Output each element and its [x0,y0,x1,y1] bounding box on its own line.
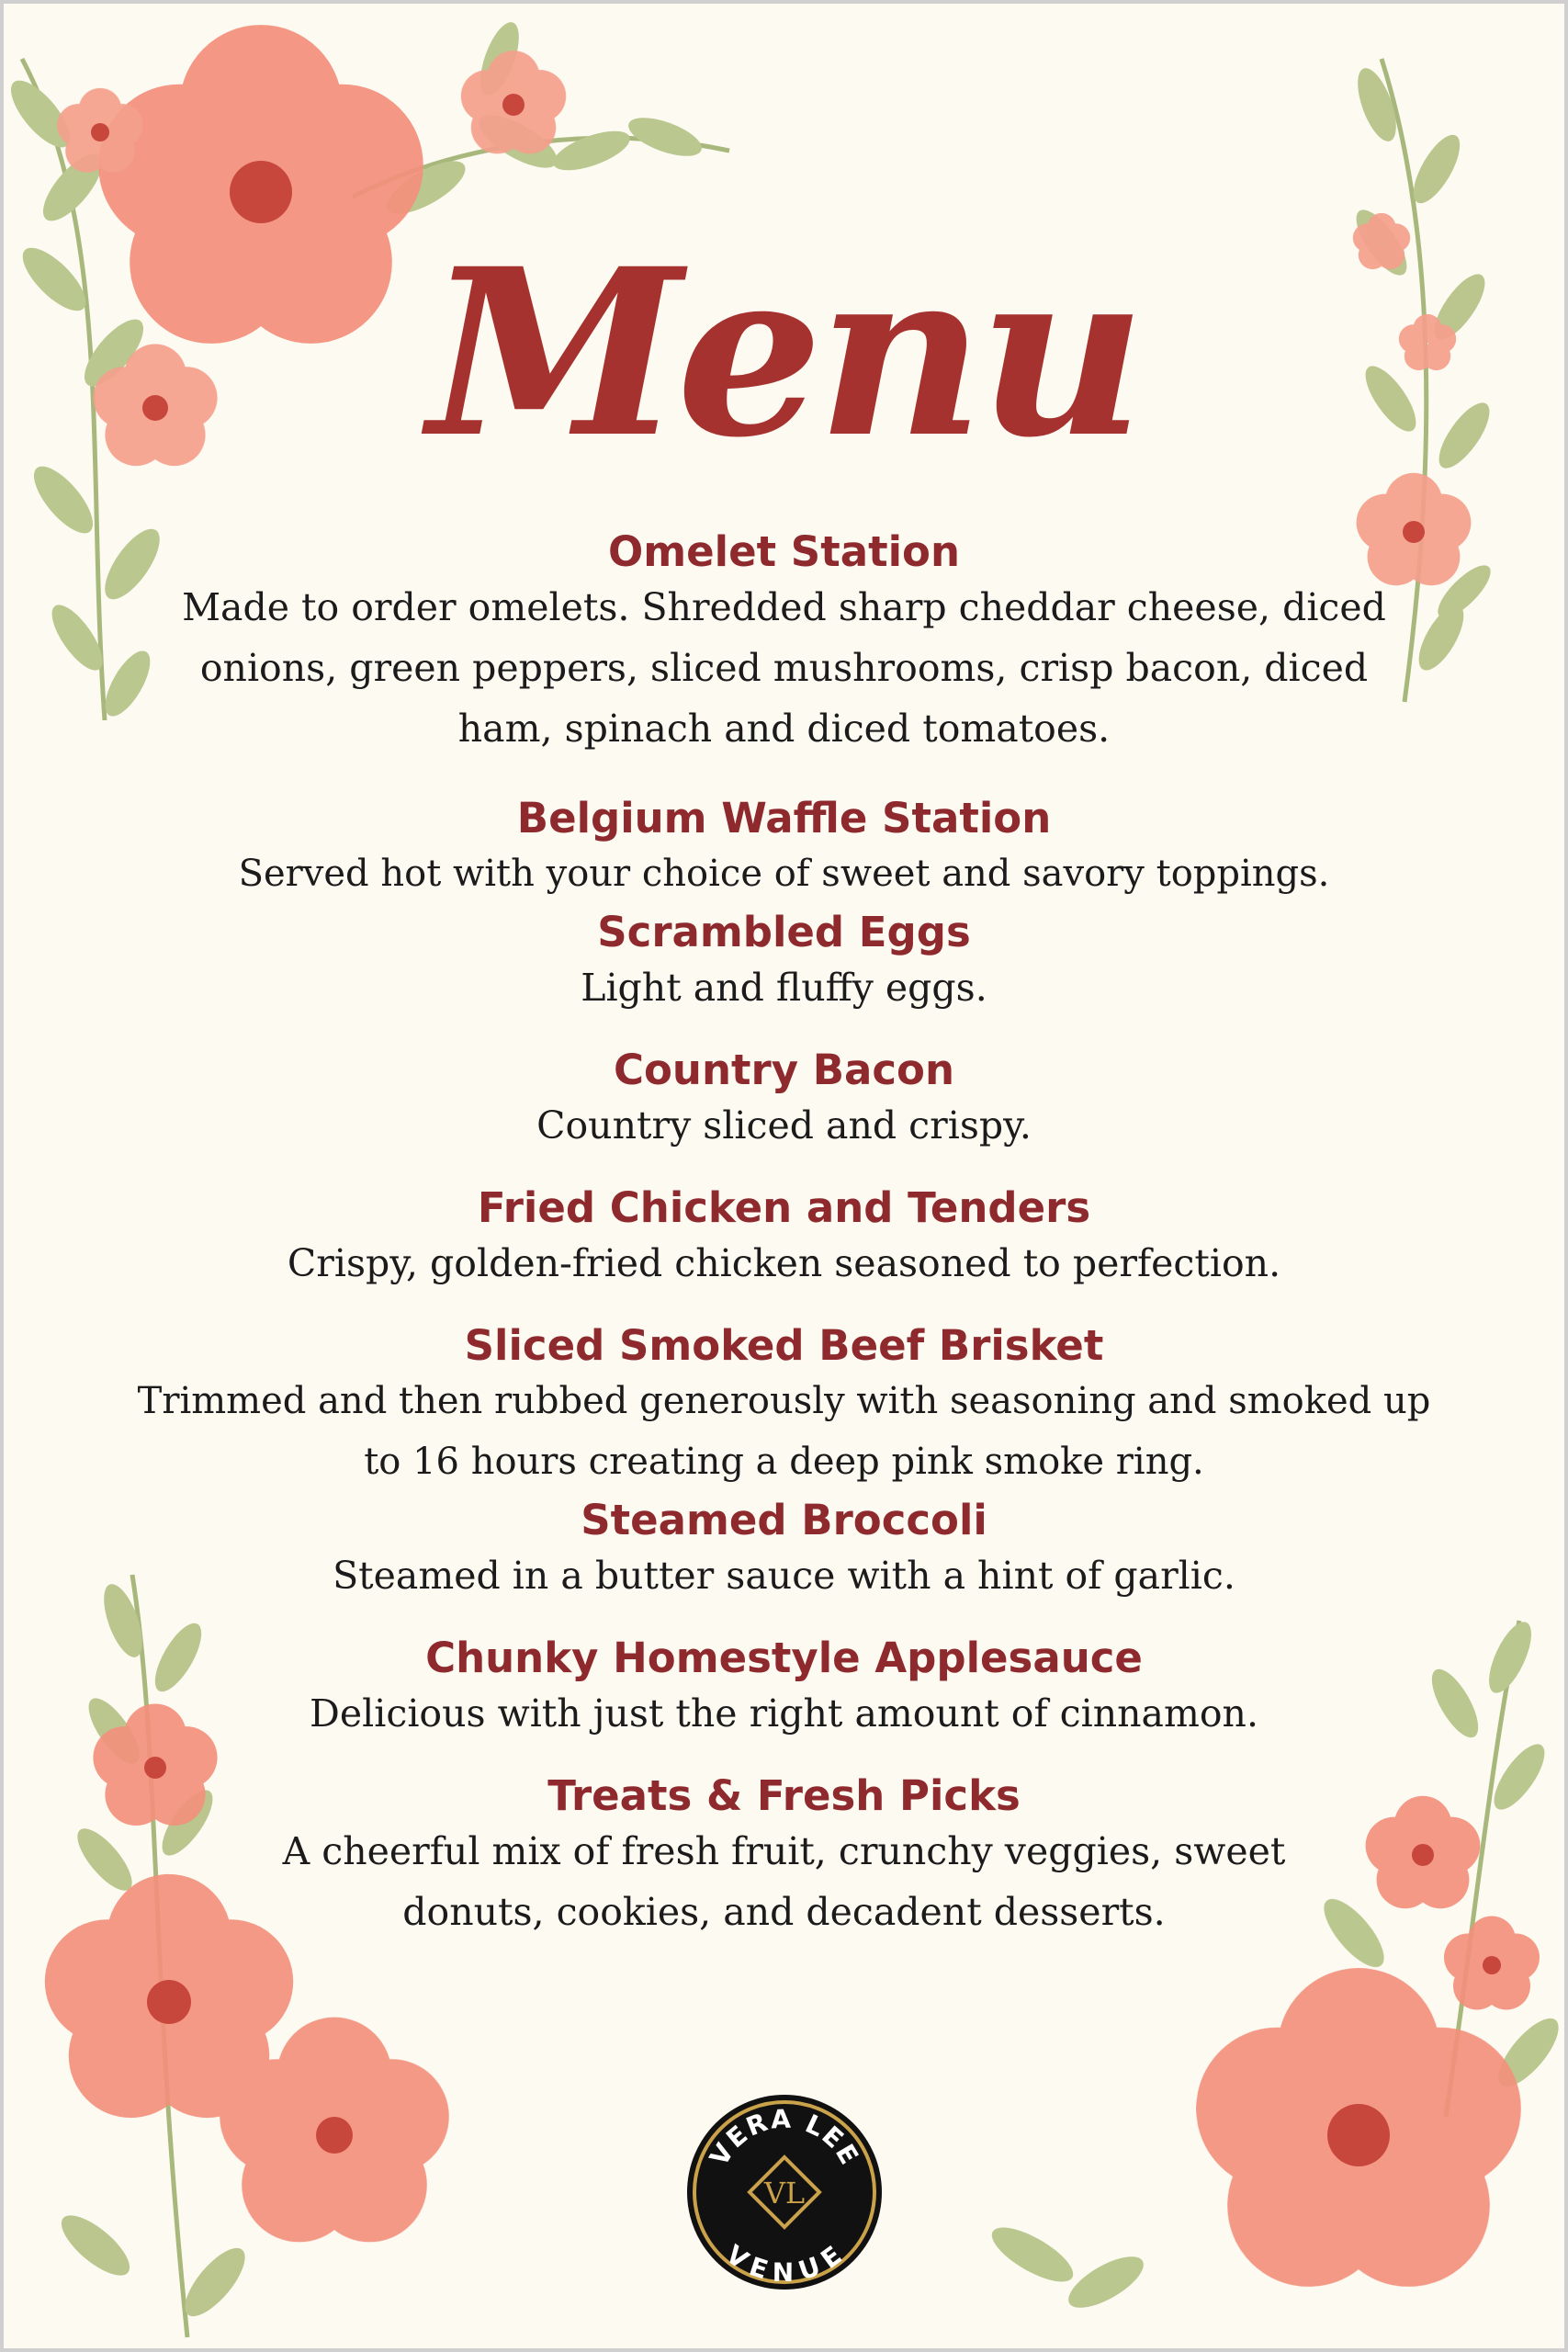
menu-item-description: A cheerful mix of fresh fruit, crunchy veggies, sweet donuts, cookies, and decadent desserts. [282,1829,1286,1934]
menu-item-name: Treats & Fresh Picks [547,1771,1021,1820]
menu-item [141,908,1427,1018]
menu-item [141,1496,1427,1606]
menu-item-name: Country Bacon [613,1046,954,1094]
menu-list [137,527,1431,1942]
menu-item-name: Omelet Station [608,527,960,576]
menu-item-description: Light and fluffy eggs. [581,966,987,1010]
logo-bottom-text: VENUE [720,2238,850,2289]
menu-item [141,1183,1427,1294]
logo-monogram: VL [763,2176,806,2211]
menu-item-name: Scrambled Eggs [597,908,971,956]
logo-top-text: VERA LEE [704,2103,865,2172]
menu-title: Menu [427,218,1141,488]
menu-item-description: Steamed in a butter sauce with a hint of garlic. [333,1554,1235,1598]
venue-logo-mark [683,2091,886,2293]
menu-item-name: Steamed Broccoli [581,1496,987,1544]
menu-item [141,794,1427,904]
menu-item [137,1321,1431,1492]
menu-item-description: Country sliced and crispy. [536,1103,1032,1148]
menu-item-description: Delicious with just the right amount of cinnamon. [310,1691,1258,1736]
menu-item-description: Trimmed and then rubbed generously with seasoning and smoked up to 16 hours creating a deep pink smoke ring. [137,1380,1431,1483]
menu-item-description: Served hot with your choice of sweet and savory toppings. [238,853,1330,895]
menu-item-name: Chunky Homestyle Applesauce [425,1634,1143,1682]
menu-item [141,527,1427,759]
menu-item-name: Fried Chicken and Tenders [477,1183,1091,1232]
menu-item [141,1771,1427,1942]
menu-item-name: Belgium Waffle Station [516,794,1052,842]
venue-logo [683,2091,886,2293]
menu-item-name: Sliced Smoked Beef Brisket [464,1321,1104,1370]
menu-item [141,1634,1427,1744]
menu-item-description: Crispy, golden-fried chicken seasoned to perfection. [287,1241,1281,1285]
menu-item-description: Made to order omelets. Shredded sharp cheddar cheese, diced onions, green peppers, sliced mushrooms, crisp bacon, diced ham, spinach and diced tomatoes. [182,585,1386,751]
menu-item [141,1046,1427,1156]
